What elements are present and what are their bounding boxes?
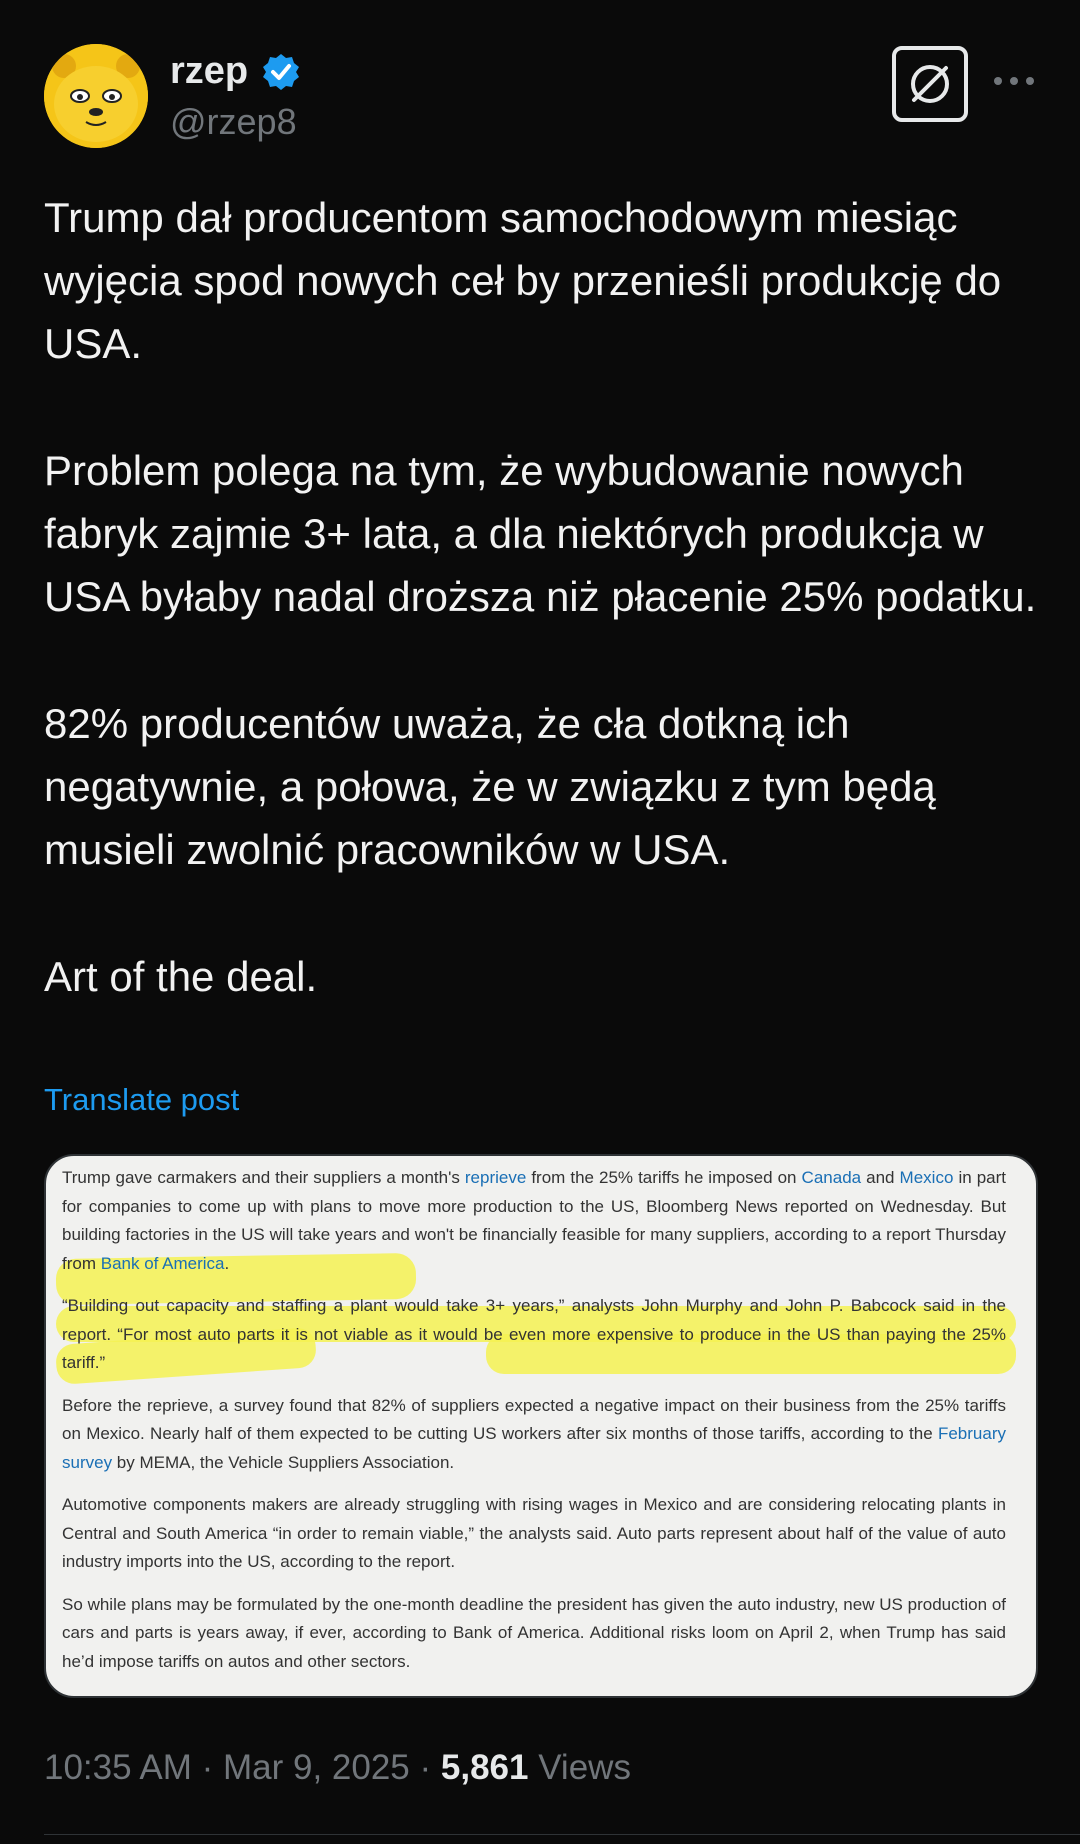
article-text: Trump gave carmakers and their suppliers a month's [62,1168,465,1187]
user-handle[interactable]: @rzep8 [170,101,297,142]
views-label: Views [528,1748,631,1787]
article-text: and [861,1168,900,1187]
grok-button[interactable] [892,46,968,122]
article-link: Bank of America [100,1253,225,1273]
article-link: Canada [801,1168,862,1187]
article-link: Mexico [899,1168,954,1187]
post-paragraph: Problem polega na tym, że wybudowanie nowych fabryk zajmie 3+ lata, a dla niektórych produkcja w USA byłaby nadal droższa niż płacenie 25% podatku. [44,447,1037,620]
post-paragraph: 82% producentów uważa, że cła dotkną ich negatywnie, a połowa, że w związku z tym będą musieli zwolnić pracowników w USA. [44,700,936,873]
post-header [44,44,1036,154]
article-paragraph: So while plans may be formulated by the one-month deadline the president has given the auto industry, new US production of cars and parts is years away, if ever, according to Bank of America. Additional risks loom on April 2, when Trump has said he’d impose tariffs on autos and other sectors. [62,1594,1006,1671]
article-paragraph [62,1164,1006,1278]
post-paragraph: Art of the deal. [44,953,318,1000]
grok-icon [896,50,964,118]
separator: · [191,1748,223,1787]
separator: · [409,1748,441,1787]
article-screenshot [62,1164,1006,1690]
views-count[interactable]: 5,861 [440,1748,529,1787]
post-text [44,186,1044,1008]
avatar[interactable] [44,44,148,148]
article-text: . [224,1253,230,1273]
display-name[interactable]: rzep [170,50,249,92]
post-date[interactable]: Mar 9, 2025 [223,1748,410,1787]
article-paragraph: “Building out capacity and staffing a plant would take 3+ years,” analysts John Murphy and John P. Babcock said in the report. “For most auto parts it is not viable as it would be even more expensive to produce in the US than paying the 25% tariff.” [62,1296,1006,1372]
article-text: by MEMA, the Vehicle Suppliers Association. [112,1452,455,1472]
more-options-button[interactable] [992,66,1036,96]
verified-badge-icon[interactable] [261,52,301,92]
article-paragraph [62,1392,1006,1478]
article-text: in part for companies to come up with plans to move more production to the US, Bloomberg News reported on Wednesday. But building factories in the US will take years and won't be financially feasible for many suppliers, according to a report Thursday from [62,1168,1006,1273]
author-names [170,50,301,143]
more-options-icon [992,66,1036,96]
attached-image[interactable] [44,1154,1038,1698]
translate-post-link[interactable]: Translate post [44,1082,240,1117]
article-text: from the 25% tariffs he imposed on [526,1168,802,1187]
divider [44,1834,1080,1835]
post-meta [44,1748,631,1788]
article-paragraph: Automotive components makers are already struggling with rising wages in Mexico and are considering relocating plants in Central and South America “in order to remain viable,” the analysts said. Auto parts represent about half of the value of auto industry imports into the US, according to the report. [62,1495,1006,1571]
article-text: Before the reprieve, a survey found that 82% of suppliers expected a negative impact on their business from the 25% tariffs on Mexico. Nearly half of them expected to be cutting US workers after six months of those tariffs, according to the [62,1395,1006,1443]
article-link: reprieve [464,1168,527,1187]
post-paragraph: Trump dał producentom samochodowym miesiąc wyjęcia spod nowych ceł by przenieśli produkcję do USA. [44,194,1002,367]
bear-avatar-icon [44,44,148,148]
article-link: February survey [62,1424,1006,1472]
post-time[interactable]: 10:35 AM [44,1748,192,1787]
